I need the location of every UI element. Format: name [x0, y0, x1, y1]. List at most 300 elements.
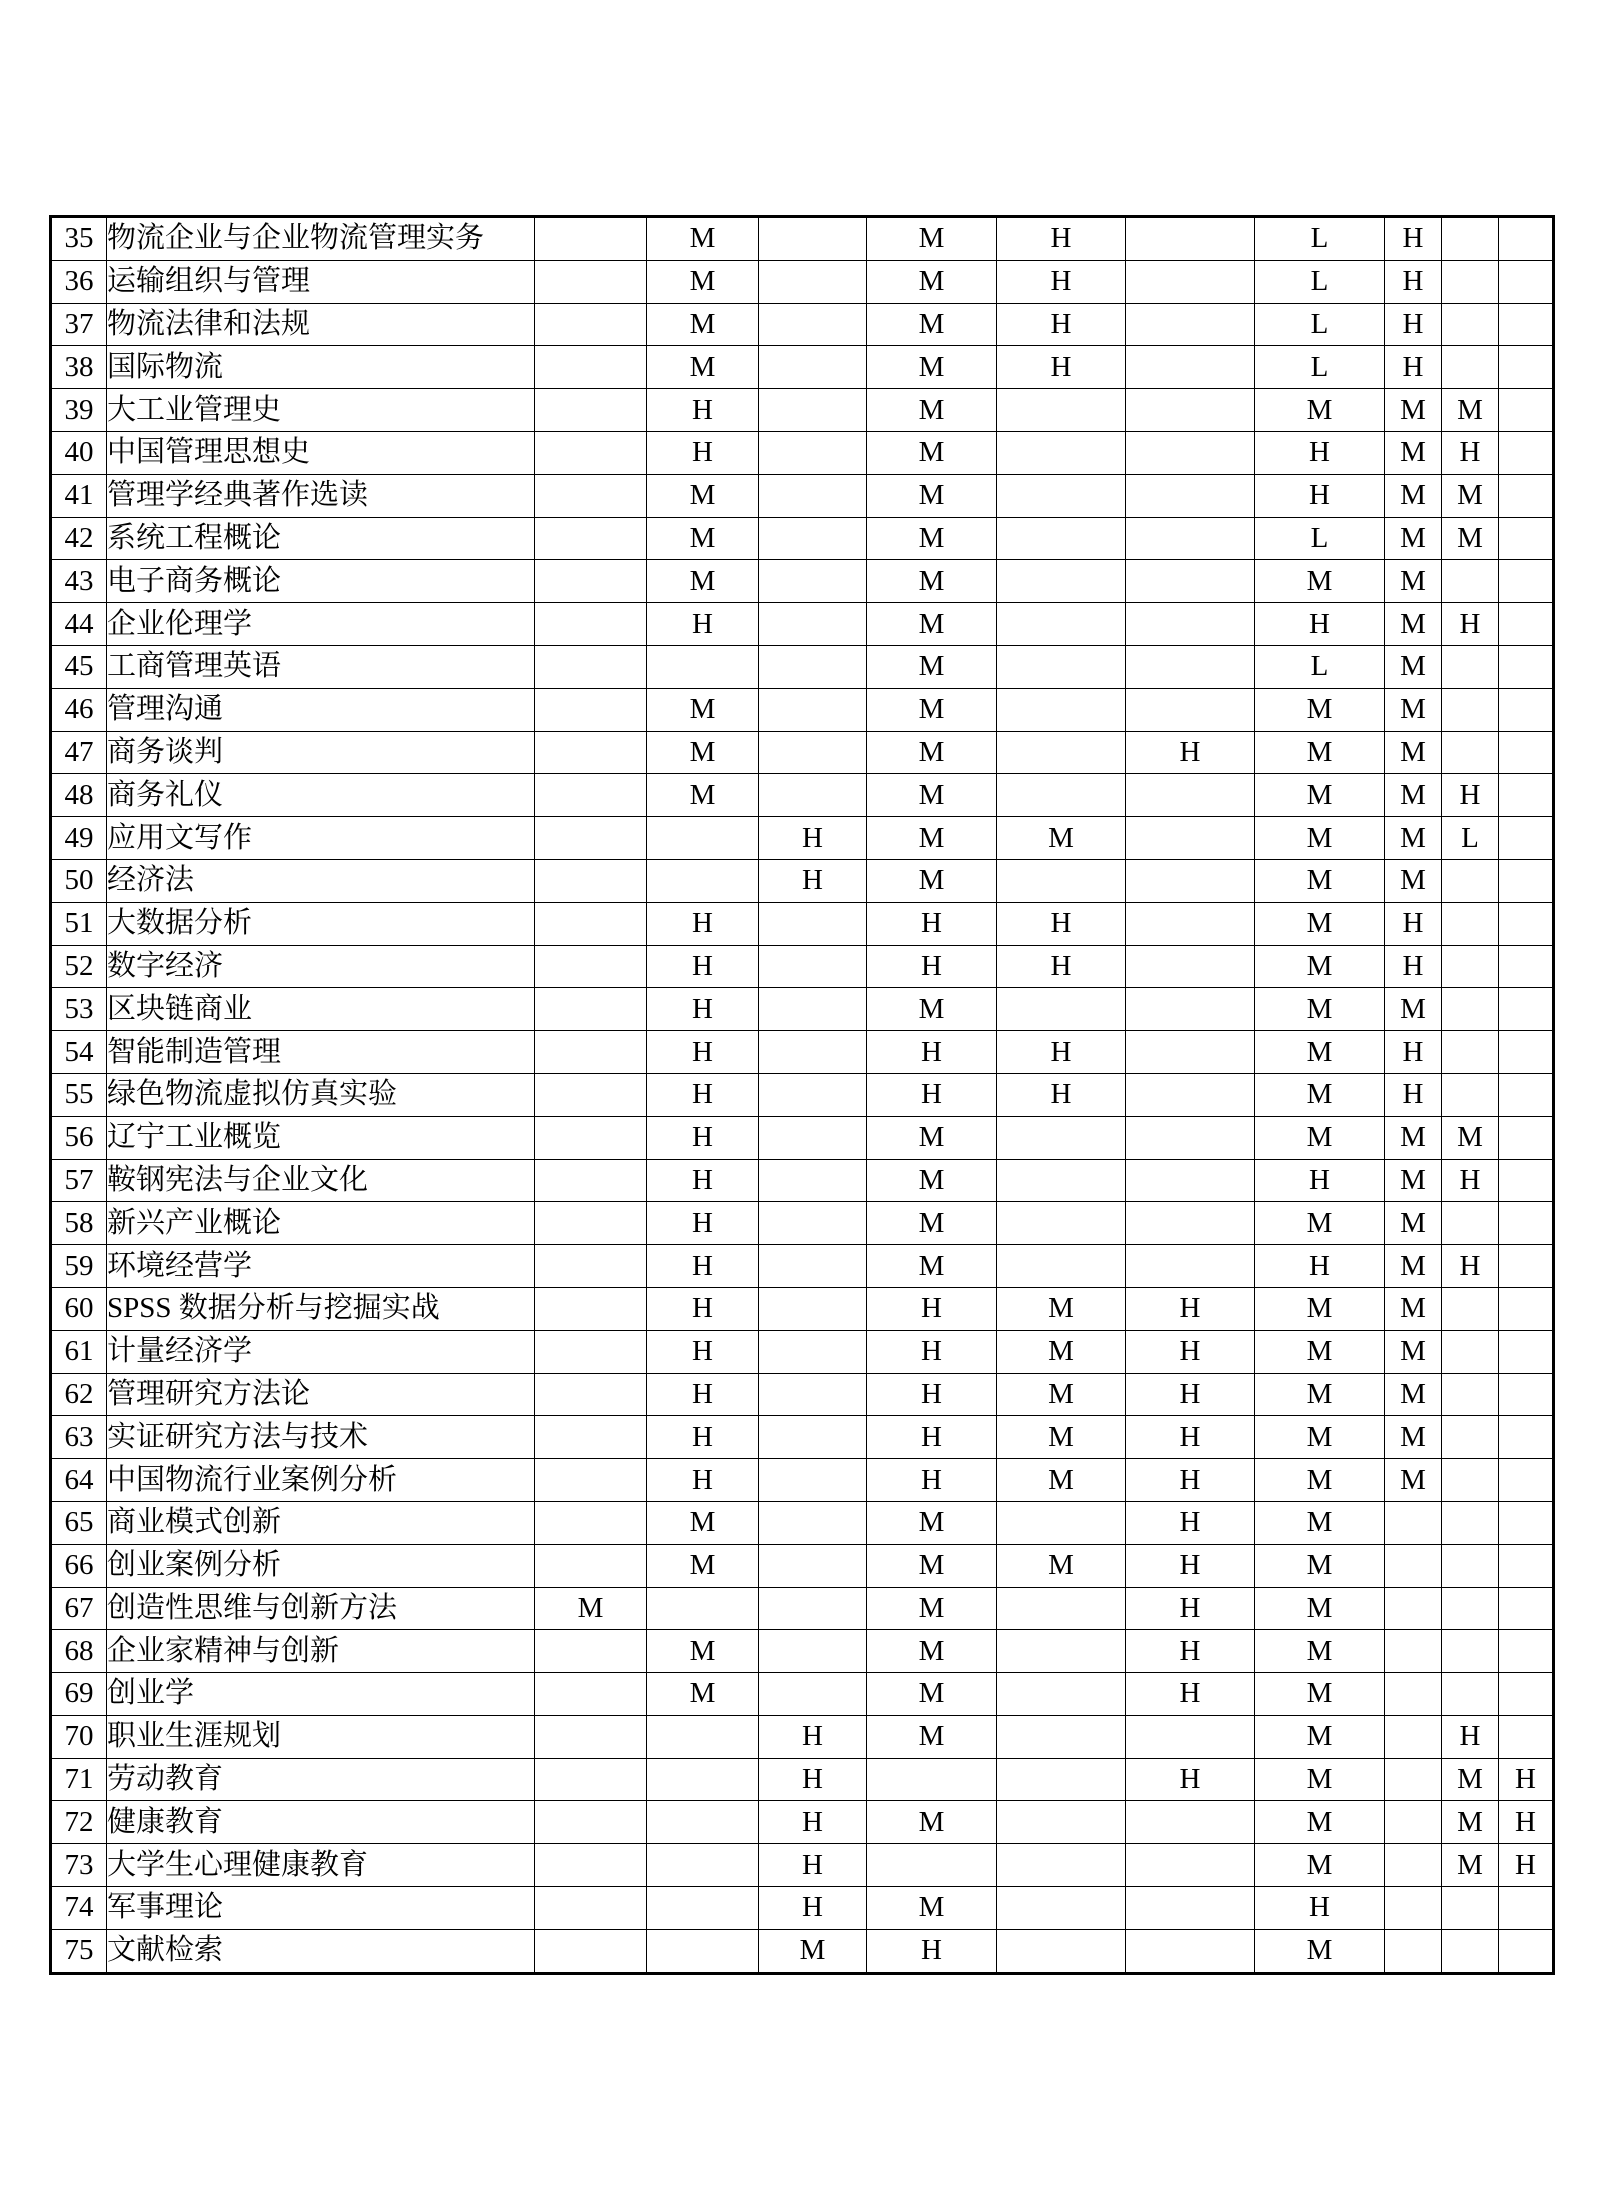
level-cell-c4: H — [867, 1031, 997, 1074]
level-cell-c3 — [759, 1587, 867, 1630]
row-number: 69 — [51, 1673, 107, 1716]
level-cell-c7: M — [1255, 1544, 1385, 1587]
level-cell-c7: L — [1255, 260, 1385, 303]
level-cell-c3 — [759, 217, 867, 261]
level-cell-c5 — [997, 1801, 1126, 1844]
row-number: 46 — [51, 688, 107, 731]
row-number: 56 — [51, 1116, 107, 1159]
level-cell-c2 — [647, 1587, 759, 1630]
level-cell-c8: M — [1385, 1330, 1442, 1373]
level-cell-c1 — [535, 560, 647, 603]
level-cell-c5: M — [997, 1459, 1126, 1502]
level-cell-c10 — [1499, 603, 1554, 646]
table-row — [51, 1501, 1554, 1544]
level-cell-c7: M — [1255, 774, 1385, 817]
level-cell-c2: H — [647, 1330, 759, 1373]
level-cell-c5: H — [997, 303, 1126, 346]
level-cell-c6: H — [1126, 1416, 1255, 1459]
level-cell-c4: H — [867, 945, 997, 988]
row-number: 40 — [51, 431, 107, 474]
level-cell-c1 — [535, 1630, 647, 1673]
level-cell-c1 — [535, 945, 647, 988]
level-cell-c9: M — [1442, 1844, 1499, 1887]
course-name: 区块链商业 — [107, 988, 535, 1031]
row-number: 53 — [51, 988, 107, 1031]
level-cell-c9: M — [1442, 389, 1499, 432]
level-cell-c9: H — [1442, 1715, 1499, 1758]
table-row — [51, 1715, 1554, 1758]
level-cell-c10: H — [1499, 1758, 1554, 1801]
level-cell-c8 — [1385, 1630, 1442, 1673]
row-number: 36 — [51, 260, 107, 303]
level-cell-c8: H — [1385, 902, 1442, 945]
level-cell-c6 — [1126, 389, 1255, 432]
level-cell-c4: M — [867, 1159, 997, 1202]
level-cell-c4: M — [867, 1116, 997, 1159]
level-cell-c10 — [1499, 1673, 1554, 1716]
level-cell-c4: M — [867, 603, 997, 646]
level-cell-c5 — [997, 1844, 1126, 1887]
level-cell-c8: M — [1385, 1159, 1442, 1202]
level-cell-c9 — [1442, 945, 1499, 988]
level-cell-c6 — [1126, 474, 1255, 517]
level-cell-c10 — [1499, 1459, 1554, 1502]
level-cell-c7: H — [1255, 1887, 1385, 1930]
level-cell-c7: M — [1255, 945, 1385, 988]
table-row — [51, 688, 1554, 731]
level-cell-c5: H — [997, 1073, 1126, 1116]
level-cell-c2 — [647, 1929, 759, 1973]
level-cell-c9 — [1442, 1373, 1499, 1416]
row-number: 38 — [51, 346, 107, 389]
level-cell-c5 — [997, 688, 1126, 731]
level-cell-c5 — [997, 1159, 1126, 1202]
course-name: 创业学 — [107, 1673, 535, 1716]
row-number: 71 — [51, 1758, 107, 1801]
row-number: 44 — [51, 603, 107, 646]
course-name: SPSS 数据分析与挖掘实战 — [107, 1287, 535, 1330]
level-cell-c4: M — [867, 260, 997, 303]
level-cell-c1 — [535, 1715, 647, 1758]
level-cell-c3 — [759, 645, 867, 688]
level-cell-c3: H — [759, 1844, 867, 1887]
level-cell-c10 — [1499, 817, 1554, 860]
table-row — [51, 945, 1554, 988]
level-cell-c3 — [759, 1245, 867, 1288]
level-cell-c5: H — [997, 902, 1126, 945]
level-cell-c10 — [1499, 1031, 1554, 1074]
level-cell-c8: M — [1385, 517, 1442, 560]
level-cell-c4: H — [867, 1330, 997, 1373]
course-name: 创业案例分析 — [107, 1544, 535, 1587]
level-cell-c2: H — [647, 1373, 759, 1416]
level-cell-c1 — [535, 1245, 647, 1288]
level-cell-c6 — [1126, 560, 1255, 603]
level-cell-c7: M — [1255, 560, 1385, 603]
table-row — [51, 1373, 1554, 1416]
level-cell-c6 — [1126, 688, 1255, 731]
level-cell-c7: H — [1255, 474, 1385, 517]
course-name: 环境经营学 — [107, 1245, 535, 1288]
level-cell-c3 — [759, 260, 867, 303]
level-cell-c10 — [1499, 346, 1554, 389]
table-row — [51, 1031, 1554, 1074]
row-number: 47 — [51, 731, 107, 774]
level-cell-c9 — [1442, 260, 1499, 303]
level-cell-c8: M — [1385, 1245, 1442, 1288]
level-cell-c5 — [997, 1887, 1126, 1930]
level-cell-c2 — [647, 645, 759, 688]
level-cell-c1 — [535, 988, 647, 1031]
level-cell-c8: M — [1385, 389, 1442, 432]
level-cell-c4: M — [867, 1630, 997, 1673]
course-name: 运输组织与管理 — [107, 260, 535, 303]
level-cell-c3 — [759, 517, 867, 560]
row-number: 49 — [51, 817, 107, 860]
level-cell-c9: H — [1442, 774, 1499, 817]
level-cell-c4: M — [867, 774, 997, 817]
level-cell-c2: H — [647, 902, 759, 945]
level-cell-c5: H — [997, 945, 1126, 988]
level-cell-c3 — [759, 1673, 867, 1716]
level-cell-c8: M — [1385, 1287, 1442, 1330]
table-row — [51, 1416, 1554, 1459]
course-name: 工商管理英语 — [107, 645, 535, 688]
level-cell-c6 — [1126, 1929, 1255, 1973]
level-cell-c2: H — [647, 945, 759, 988]
level-cell-c3: H — [759, 817, 867, 860]
level-cell-c7: M — [1255, 731, 1385, 774]
table-row — [51, 1929, 1554, 1973]
level-cell-c3 — [759, 1116, 867, 1159]
level-cell-c9 — [1442, 688, 1499, 731]
level-cell-c6 — [1126, 988, 1255, 1031]
level-cell-c2: M — [647, 1673, 759, 1716]
level-cell-c8 — [1385, 1501, 1442, 1544]
level-cell-c9: M — [1442, 1801, 1499, 1844]
level-cell-c2: H — [647, 1159, 759, 1202]
table-row — [51, 1544, 1554, 1587]
level-cell-c8: M — [1385, 603, 1442, 646]
level-cell-c4: H — [867, 1373, 997, 1416]
course-name: 实证研究方法与技术 — [107, 1416, 535, 1459]
level-cell-c5 — [997, 1245, 1126, 1288]
level-cell-c5: M — [997, 1287, 1126, 1330]
level-cell-c6 — [1126, 603, 1255, 646]
level-cell-c5: M — [997, 817, 1126, 860]
level-cell-c8: H — [1385, 1031, 1442, 1074]
level-cell-c4: M — [867, 346, 997, 389]
row-number: 39 — [51, 389, 107, 432]
level-cell-c6 — [1126, 346, 1255, 389]
level-cell-c2 — [647, 817, 759, 860]
row-number: 72 — [51, 1801, 107, 1844]
level-cell-c9 — [1442, 1929, 1499, 1973]
course-name: 商务谈判 — [107, 731, 535, 774]
level-cell-c1 — [535, 774, 647, 817]
table-row — [51, 1587, 1554, 1630]
level-cell-c7: M — [1255, 1330, 1385, 1373]
level-cell-c5 — [997, 1673, 1126, 1716]
course-name: 军事理论 — [107, 1887, 535, 1930]
level-cell-c10 — [1499, 217, 1554, 261]
level-cell-c2 — [647, 1758, 759, 1801]
level-cell-c3 — [759, 902, 867, 945]
level-cell-c8 — [1385, 1887, 1442, 1930]
level-cell-c3 — [759, 1373, 867, 1416]
level-cell-c7: H — [1255, 1245, 1385, 1288]
level-cell-c6: H — [1126, 1373, 1255, 1416]
level-cell-c7: M — [1255, 1416, 1385, 1459]
row-number: 58 — [51, 1202, 107, 1245]
level-cell-c8 — [1385, 1673, 1442, 1716]
level-cell-c5 — [997, 603, 1126, 646]
level-cell-c5 — [997, 1715, 1126, 1758]
course-name: 国际物流 — [107, 346, 535, 389]
level-cell-c1 — [535, 1844, 647, 1887]
level-cell-c10 — [1499, 1715, 1554, 1758]
level-cell-c6 — [1126, 1801, 1255, 1844]
level-cell-c8 — [1385, 1801, 1442, 1844]
course-name: 智能制造管理 — [107, 1031, 535, 1074]
course-name: 经济法 — [107, 859, 535, 902]
level-cell-c8: M — [1385, 431, 1442, 474]
table-row — [51, 731, 1554, 774]
level-cell-c1 — [535, 217, 647, 261]
level-cell-c9 — [1442, 902, 1499, 945]
table-row — [51, 1630, 1554, 1673]
row-number: 55 — [51, 1073, 107, 1116]
level-cell-c3 — [759, 1630, 867, 1673]
level-cell-c6 — [1126, 945, 1255, 988]
level-cell-c7: L — [1255, 303, 1385, 346]
level-cell-c6 — [1126, 774, 1255, 817]
level-cell-c7: L — [1255, 645, 1385, 688]
course-support-table — [49, 215, 1555, 1975]
level-cell-c1 — [535, 1459, 647, 1502]
level-cell-c3 — [759, 303, 867, 346]
level-cell-c7: M — [1255, 1929, 1385, 1973]
row-number: 67 — [51, 1587, 107, 1630]
level-cell-c9 — [1442, 1544, 1499, 1587]
level-cell-c10 — [1499, 431, 1554, 474]
level-cell-c9: M — [1442, 474, 1499, 517]
level-cell-c5: H — [997, 1031, 1126, 1074]
level-cell-c2: H — [647, 1202, 759, 1245]
table-row — [51, 517, 1554, 560]
table-row — [51, 1758, 1554, 1801]
row-number: 42 — [51, 517, 107, 560]
level-cell-c10 — [1499, 517, 1554, 560]
level-cell-c7: M — [1255, 817, 1385, 860]
level-cell-c8: M — [1385, 560, 1442, 603]
row-number: 37 — [51, 303, 107, 346]
level-cell-c10 — [1499, 474, 1554, 517]
level-cell-c6: H — [1126, 1501, 1255, 1544]
level-cell-c6: H — [1126, 1459, 1255, 1502]
level-cell-c7: L — [1255, 217, 1385, 261]
level-cell-c6 — [1126, 1245, 1255, 1288]
level-cell-c6 — [1126, 217, 1255, 261]
level-cell-c1 — [535, 1116, 647, 1159]
level-cell-c1 — [535, 389, 647, 432]
course-name: 大工业管理史 — [107, 389, 535, 432]
level-cell-c7: M — [1255, 988, 1385, 1031]
course-name: 创造性思维与创新方法 — [107, 1587, 535, 1630]
course-name: 企业伦理学 — [107, 603, 535, 646]
row-number: 43 — [51, 560, 107, 603]
level-cell-c2: M — [647, 260, 759, 303]
level-cell-c7: M — [1255, 1501, 1385, 1544]
level-cell-c10 — [1499, 1416, 1554, 1459]
course-name: 劳动教育 — [107, 1758, 535, 1801]
level-cell-c10 — [1499, 1501, 1554, 1544]
level-cell-c7: H — [1255, 603, 1385, 646]
level-cell-c8 — [1385, 1844, 1442, 1887]
level-cell-c8: H — [1385, 260, 1442, 303]
table-row — [51, 603, 1554, 646]
level-cell-c6 — [1126, 431, 1255, 474]
level-cell-c9 — [1442, 1287, 1499, 1330]
level-cell-c2: M — [647, 303, 759, 346]
course-name: 物流企业与企业物流管理实务 — [107, 217, 535, 261]
level-cell-c9 — [1442, 859, 1499, 902]
level-cell-c10 — [1499, 945, 1554, 988]
level-cell-c1 — [535, 1929, 647, 1973]
level-cell-c8: M — [1385, 731, 1442, 774]
table-row — [51, 260, 1554, 303]
level-cell-c3 — [759, 603, 867, 646]
table-row — [51, 431, 1554, 474]
table-row — [51, 1887, 1554, 1930]
level-cell-c1 — [535, 303, 647, 346]
level-cell-c1 — [535, 1330, 647, 1373]
level-cell-c6: H — [1126, 731, 1255, 774]
level-cell-c3 — [759, 1202, 867, 1245]
level-cell-c1 — [535, 1887, 647, 1930]
course-name: 大数据分析 — [107, 902, 535, 945]
level-cell-c5: H — [997, 260, 1126, 303]
course-name: 中国管理思想史 — [107, 431, 535, 474]
level-cell-c6: H — [1126, 1287, 1255, 1330]
level-cell-c7: M — [1255, 1373, 1385, 1416]
row-number: 64 — [51, 1459, 107, 1502]
level-cell-c7: L — [1255, 517, 1385, 560]
level-cell-c4: M — [867, 859, 997, 902]
level-cell-c7: M — [1255, 1758, 1385, 1801]
level-cell-c8: M — [1385, 817, 1442, 860]
level-cell-c5 — [997, 1116, 1126, 1159]
level-cell-c10 — [1499, 1544, 1554, 1587]
level-cell-c9: L — [1442, 817, 1499, 860]
course-name: 企业家精神与创新 — [107, 1630, 535, 1673]
level-cell-c2: H — [647, 1116, 759, 1159]
level-cell-c7: M — [1255, 1031, 1385, 1074]
level-cell-c4: M — [867, 1887, 997, 1930]
level-cell-c7: M — [1255, 1459, 1385, 1502]
table-row — [51, 1202, 1554, 1245]
course-name: 健康教育 — [107, 1801, 535, 1844]
level-cell-c3 — [759, 988, 867, 1031]
level-cell-c4: H — [867, 1073, 997, 1116]
course-name: 中国物流行业案例分析 — [107, 1459, 535, 1502]
row-number: 59 — [51, 1245, 107, 1288]
level-cell-c2: M — [647, 560, 759, 603]
level-cell-c5: M — [997, 1373, 1126, 1416]
table-row — [51, 817, 1554, 860]
level-cell-c2: H — [647, 603, 759, 646]
row-number: 70 — [51, 1715, 107, 1758]
row-number: 45 — [51, 645, 107, 688]
level-cell-c9 — [1442, 988, 1499, 1031]
level-cell-c3: H — [759, 1801, 867, 1844]
level-cell-c9 — [1442, 731, 1499, 774]
level-cell-c10 — [1499, 1330, 1554, 1373]
level-cell-c6: H — [1126, 1587, 1255, 1630]
row-number: 75 — [51, 1929, 107, 1973]
level-cell-c5 — [997, 474, 1126, 517]
level-cell-c2 — [647, 1801, 759, 1844]
course-name: 系统工程概论 — [107, 517, 535, 560]
level-cell-c9 — [1442, 1887, 1499, 1930]
level-cell-c2: M — [647, 731, 759, 774]
row-number: 73 — [51, 1844, 107, 1887]
row-number: 68 — [51, 1630, 107, 1673]
course-name: 辽宁工业概览 — [107, 1116, 535, 1159]
level-cell-c8: H — [1385, 217, 1442, 261]
row-number: 66 — [51, 1544, 107, 1587]
level-cell-c7: H — [1255, 431, 1385, 474]
level-cell-c6 — [1126, 1202, 1255, 1245]
level-cell-c9 — [1442, 1459, 1499, 1502]
course-name: 管理研究方法论 — [107, 1373, 535, 1416]
level-cell-c4: M — [867, 1202, 997, 1245]
level-cell-c5 — [997, 560, 1126, 603]
level-cell-c1 — [535, 1373, 647, 1416]
level-cell-c1 — [535, 902, 647, 945]
level-cell-c3 — [759, 560, 867, 603]
level-cell-c3: H — [759, 1758, 867, 1801]
level-cell-c4: M — [867, 645, 997, 688]
level-cell-c3 — [759, 346, 867, 389]
level-cell-c5 — [997, 774, 1126, 817]
level-cell-c5: H — [997, 346, 1126, 389]
level-cell-c2: M — [647, 1544, 759, 1587]
course-name: 商业模式创新 — [107, 1501, 535, 1544]
level-cell-c1 — [535, 260, 647, 303]
level-cell-c4: M — [867, 560, 997, 603]
level-cell-c6 — [1126, 303, 1255, 346]
level-cell-c4: M — [867, 1245, 997, 1288]
course-name: 鞍钢宪法与企业文化 — [107, 1159, 535, 1202]
level-cell-c9 — [1442, 1330, 1499, 1373]
level-cell-c7: M — [1255, 1116, 1385, 1159]
level-cell-c3 — [759, 431, 867, 474]
level-cell-c2: H — [647, 988, 759, 1031]
level-cell-c9 — [1442, 1587, 1499, 1630]
level-cell-c10 — [1499, 303, 1554, 346]
level-cell-c10 — [1499, 1073, 1554, 1116]
level-cell-c3: H — [759, 859, 867, 902]
level-cell-c5: M — [997, 1544, 1126, 1587]
level-cell-c8: H — [1385, 346, 1442, 389]
level-cell-c1 — [535, 817, 647, 860]
level-cell-c7: M — [1255, 1673, 1385, 1716]
table-row — [51, 1159, 1554, 1202]
level-cell-c6 — [1126, 1031, 1255, 1074]
level-cell-c8: M — [1385, 1116, 1442, 1159]
level-cell-c4: M — [867, 517, 997, 560]
